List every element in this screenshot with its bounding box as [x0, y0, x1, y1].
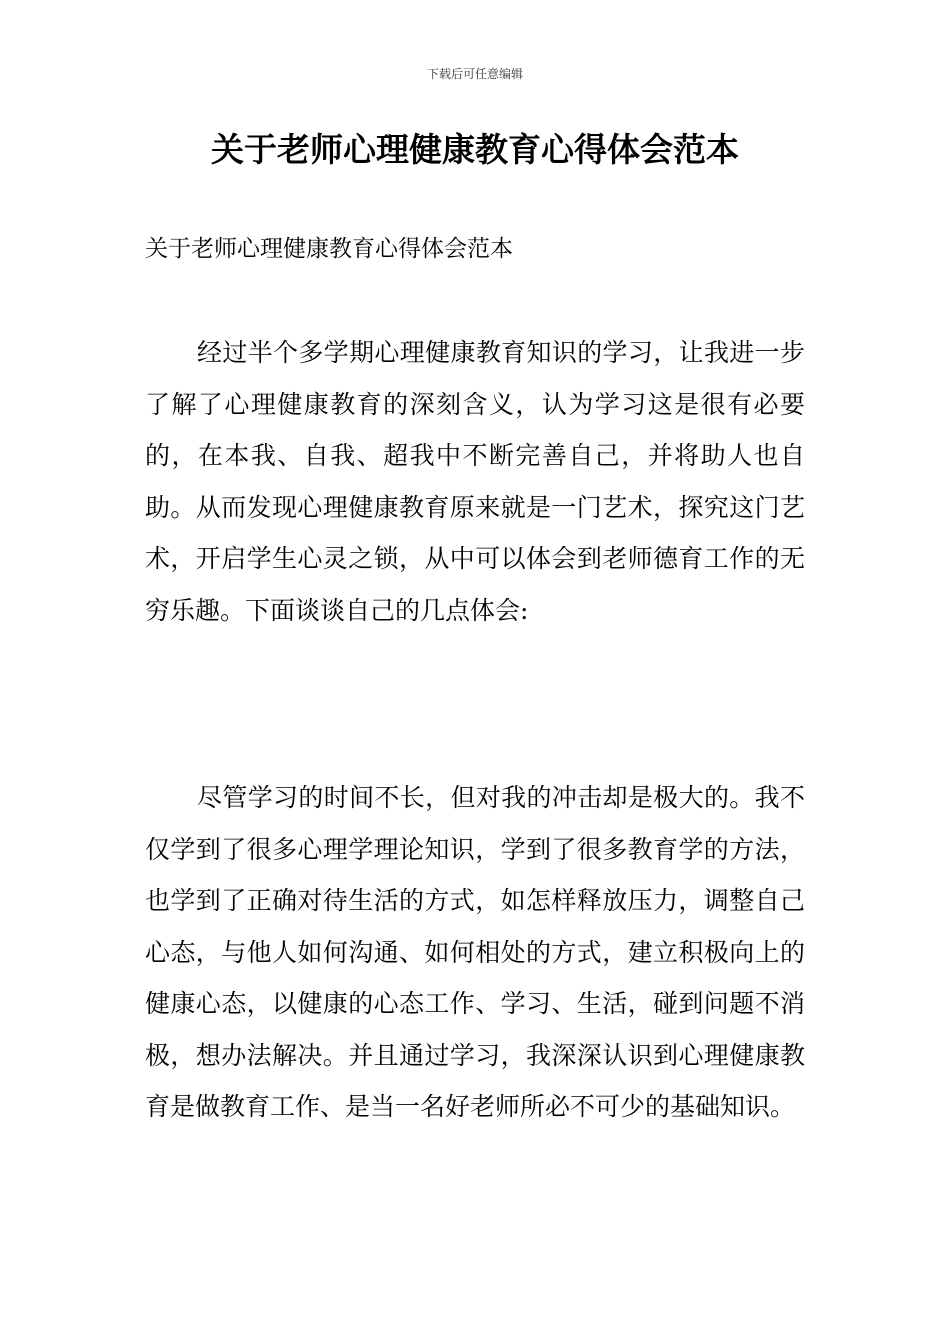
document-title: 关于老师心理健康教育心得体会范本	[211, 130, 739, 169]
header-note: 下载后可任意编辑	[426, 67, 523, 81]
body-paragraph-1: 经过半个多学期心理健康教育知识的学习，让我进一步了解了心理健康教育的深刻含义，认为学习这是很有必要的，在本我、自我、超我中不断完善自己，并将助人也自助。从而发现心理健康教育原来就是一门艺术，探究这门艺术，开启学生心灵之锁，从中可以体会到老师德育工作的无穷乐趣。下面谈谈自己的几点体会:	[145, 338, 805, 625]
document-subtitle: 关于老师心理健康教育心得体会范本	[145, 236, 513, 262]
body-paragraph-2: 尽管学习的时间不长，但对我的冲击却是极大的。我不仅学到了很多心理学理论知识，学到了很多教育学的方法，也学到了正确对待生活的方式，如怎样释放压力，调整自己心态，与他人如何沟通、如何相处的方式，建立积极向上的健康心态，以健康的心态工作、学习、生活，碰到问题不消极，想办法解决。并且通过学习，我深深认识到心理健康教育是做教育工作、是当一名好老师所必不可少的基础知识。	[145, 783, 805, 1121]
